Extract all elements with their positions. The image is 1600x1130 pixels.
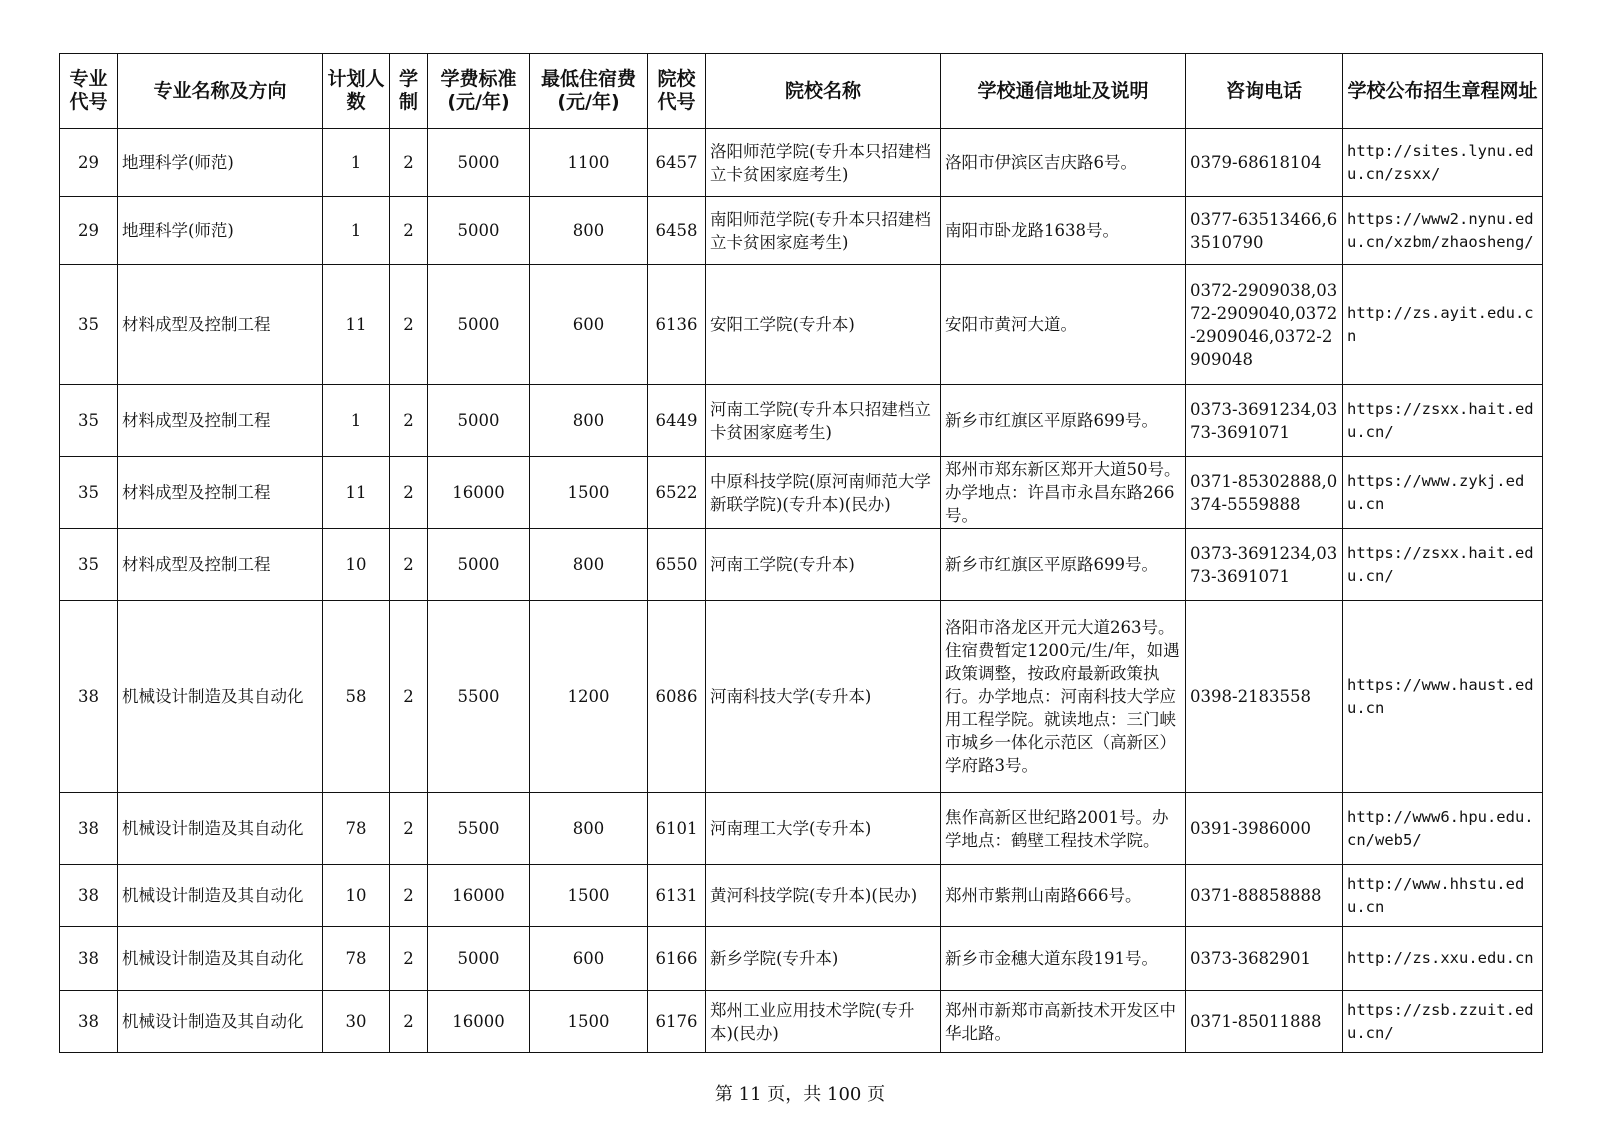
- cell-school-name: 河南工学院(专升本): [706, 529, 941, 601]
- cell-plan-count: 78: [323, 793, 390, 865]
- page-footer: 第 11 页，共 100 页: [714, 1084, 886, 1105]
- cell-school-name: 洛阳师范学院(专升本只招建档立卡贫困家庭考生): [706, 129, 941, 197]
- cell-major-code: 38: [60, 601, 118, 793]
- cell-phone: 0372-2909038,0372-2909040,0372-2909046,0372-2909048: [1186, 265, 1343, 385]
- cell-dorm-fee: 800: [530, 529, 648, 601]
- header-school-code: 院校代号: [648, 54, 706, 129]
- cell-duration: 2: [390, 927, 428, 991]
- cell-tuition: 5000: [428, 529, 530, 601]
- cell-school-name: 黄河科技学院(专升本)(民办): [706, 865, 941, 927]
- cell-duration: 2: [390, 265, 428, 385]
- cell-major-name: 材料成型及控制工程: [118, 385, 323, 457]
- cell-dorm-fee: 1500: [530, 991, 648, 1053]
- cell-tuition: 5000: [428, 265, 530, 385]
- cell-school-name: 河南理工大学(专升本): [706, 793, 941, 865]
- cell-address: 新乡市红旗区平原路699号。: [941, 385, 1186, 457]
- cell-address: 洛阳市伊滨区吉庆路6号。: [941, 129, 1186, 197]
- cell-duration: 2: [390, 385, 428, 457]
- cell-url[interactable]: http://zs.xxu.edu.cn: [1343, 927, 1543, 991]
- cell-major-name: 地理科学(师范): [118, 197, 323, 265]
- cell-dorm-fee: 800: [530, 385, 648, 457]
- cell-plan-count: 30: [323, 991, 390, 1053]
- cell-school-code: 6176: [648, 991, 706, 1053]
- header-dorm-fee: 最低住宿费(元/年): [530, 54, 648, 129]
- table-row: [60, 265, 1543, 385]
- table-row: [60, 197, 1543, 265]
- cell-phone: 0398-2183558: [1186, 601, 1343, 793]
- cell-duration: 2: [390, 601, 428, 793]
- cell-duration: 2: [390, 793, 428, 865]
- cell-plan-count: 11: [323, 457, 390, 529]
- cell-address: 安阳市黄河大道。: [941, 265, 1186, 385]
- table-row: [60, 385, 1543, 457]
- cell-dorm-fee: 800: [530, 197, 648, 265]
- cell-tuition: 5000: [428, 129, 530, 197]
- header-school-name: 院校名称: [706, 54, 941, 129]
- header-address: 学校通信地址及说明: [941, 54, 1186, 129]
- cell-major-name: 机械设计制造及其自动化: [118, 793, 323, 865]
- header-duration: 学制: [390, 54, 428, 129]
- cell-address: 郑州市新郑市高新技术开发区中华北路。: [941, 991, 1186, 1053]
- cell-major-name: 材料成型及控制工程: [118, 457, 323, 529]
- cell-dorm-fee: 600: [530, 927, 648, 991]
- cell-plan-count: 1: [323, 129, 390, 197]
- table-row: [60, 793, 1543, 865]
- cell-tuition: 5000: [428, 197, 530, 265]
- cell-url[interactable]: http://www.hhstu.edu.cn: [1343, 865, 1543, 927]
- cell-major-name: 机械设计制造及其自动化: [118, 991, 323, 1053]
- cell-dorm-fee: 1500: [530, 865, 648, 927]
- cell-dorm-fee: 1200: [530, 601, 648, 793]
- cell-school-code: 6550: [648, 529, 706, 601]
- cell-address: 南阳市卧龙路1638号。: [941, 197, 1186, 265]
- cell-address: 新乡市红旗区平原路699号。: [941, 529, 1186, 601]
- header-url: 学校公布招生章程网址: [1343, 54, 1543, 129]
- cell-major-name: 机械设计制造及其自动化: [118, 601, 323, 793]
- table-row: [60, 529, 1543, 601]
- cell-tuition: 16000: [428, 865, 530, 927]
- cell-major-code: 38: [60, 927, 118, 991]
- cell-major-code: 35: [60, 457, 118, 529]
- cell-school-code: 6086: [648, 601, 706, 793]
- cell-major-code: 29: [60, 129, 118, 197]
- cell-phone: 0391-3986000: [1186, 793, 1343, 865]
- cell-major-code: 38: [60, 991, 118, 1053]
- cell-tuition: 5500: [428, 601, 530, 793]
- cell-major-name: 机械设计制造及其自动化: [118, 927, 323, 991]
- cell-duration: 2: [390, 529, 428, 601]
- cell-duration: 2: [390, 197, 428, 265]
- table-row: [60, 129, 1543, 197]
- cell-school-name: 中原科技学院(原河南师范大学新联学院)(专升本)(民办): [706, 457, 941, 529]
- cell-school-name: 河南科技大学(专升本): [706, 601, 941, 793]
- cell-school-name: 新乡学院(专升本): [706, 927, 941, 991]
- cell-duration: 2: [390, 991, 428, 1053]
- cell-dorm-fee: 600: [530, 265, 648, 385]
- cell-school-name: 安阳工学院(专升本): [706, 265, 941, 385]
- cell-school-code: 6166: [648, 927, 706, 991]
- table-row: [60, 991, 1543, 1053]
- cell-phone: 0377-63513466,63510790: [1186, 197, 1343, 265]
- table-row: [60, 457, 1543, 529]
- cell-tuition: 16000: [428, 457, 530, 529]
- enrollment-plan-table: [59, 53, 1543, 1053]
- cell-address: 新乡市金穗大道东段191号。: [941, 927, 1186, 991]
- cell-phone: 0373-3691234,0373-3691071: [1186, 385, 1343, 457]
- cell-url[interactable]: http://www6.hpu.edu.cn/web5/: [1343, 793, 1543, 865]
- cell-school-code: 6449: [648, 385, 706, 457]
- cell-tuition: 5000: [428, 385, 530, 457]
- header-major-name: 专业名称及方向: [118, 54, 323, 129]
- cell-dorm-fee: 1100: [530, 129, 648, 197]
- header-major-code: 专业代号: [60, 54, 118, 129]
- cell-url[interactable]: https://www.haust.edu.cn: [1343, 601, 1543, 793]
- cell-major-code: 29: [60, 197, 118, 265]
- cell-major-name: 机械设计制造及其自动化: [118, 865, 323, 927]
- header-plan-count: 计划人数: [323, 54, 390, 129]
- cell-major-code: 35: [60, 385, 118, 457]
- cell-address: 洛阳市洛龙区开元大道263号。住宿费暂定1200元/生/年，如遇政策调整，按政府最新政策执行。办学地点：河南科技大学应用工程学院。就读地点：三门峡市城乡一体化示范区（高新区）学府路3号。: [941, 601, 1186, 793]
- header-tuition: 学费标准(元/年): [428, 54, 530, 129]
- cell-phone: 0373-3691234,0373-3691071: [1186, 529, 1343, 601]
- cell-url[interactable]: https://www.zykj.edu.cn: [1343, 457, 1543, 529]
- cell-school-code: 6101: [648, 793, 706, 865]
- cell-tuition: 16000: [428, 991, 530, 1053]
- cell-address: 郑州市郑东新区郑开大道50号。办学地点：许昌市永昌东路266号。: [941, 457, 1186, 529]
- header-phone: 咨询电话: [1186, 54, 1343, 129]
- cell-school-code: 6136: [648, 265, 706, 385]
- cell-plan-count: 78: [323, 927, 390, 991]
- cell-plan-count: 10: [323, 529, 390, 601]
- table-row: [60, 927, 1543, 991]
- cell-duration: 2: [390, 865, 428, 927]
- cell-phone: 0379-68618104: [1186, 129, 1343, 197]
- cell-phone: 0371-85302888,0374-5559888: [1186, 457, 1343, 529]
- cell-url[interactable]: http://zs.ayit.edu.cn: [1343, 265, 1543, 385]
- table-row: [60, 865, 1543, 927]
- cell-school-name: 河南工学院(专升本只招建档立卡贫困家庭考生): [706, 385, 941, 457]
- cell-plan-count: 1: [323, 197, 390, 265]
- table-row: [60, 601, 1543, 793]
- cell-major-name: 材料成型及控制工程: [118, 529, 323, 601]
- cell-url[interactable]: https://zsb.zzuit.edu.cn/: [1343, 991, 1543, 1053]
- cell-major-code: 35: [60, 529, 118, 601]
- cell-plan-count: 10: [323, 865, 390, 927]
- cell-school-name: 南阳师范学院(专升本只招建档立卡贫困家庭考生): [706, 197, 941, 265]
- cell-school-name: 郑州工业应用技术学院(专升本)(民办): [706, 991, 941, 1053]
- cell-url[interactable]: https://www2.nynu.edu.cn/xzbm/zhaosheng/: [1343, 197, 1543, 265]
- table-header-row: [60, 54, 1543, 129]
- cell-duration: 2: [390, 457, 428, 529]
- cell-school-code: 6458: [648, 197, 706, 265]
- cell-plan-count: 1: [323, 385, 390, 457]
- cell-address: 郑州市紫荆山南路666号。: [941, 865, 1186, 927]
- cell-address: 焦作高新区世纪路2001号。办学地点：鹤壁工程技术学院。: [941, 793, 1186, 865]
- cell-school-code: 6457: [648, 129, 706, 197]
- cell-major-name: 材料成型及控制工程: [118, 265, 323, 385]
- cell-major-name: 地理科学(师范): [118, 129, 323, 197]
- cell-tuition: 5000: [428, 927, 530, 991]
- cell-major-code: 38: [60, 793, 118, 865]
- cell-url[interactable]: https://zsxx.hait.edu.cn/: [1343, 529, 1543, 601]
- cell-major-code: 38: [60, 865, 118, 927]
- cell-major-code: 35: [60, 265, 118, 385]
- cell-tuition: 5500: [428, 793, 530, 865]
- cell-url[interactable]: https://zsxx.hait.edu.cn/: [1343, 385, 1543, 457]
- cell-dorm-fee: 1500: [530, 457, 648, 529]
- cell-duration: 2: [390, 129, 428, 197]
- cell-plan-count: 11: [323, 265, 390, 385]
- cell-phone: 0371-85011888: [1186, 991, 1343, 1053]
- cell-phone: 0371-88858888: [1186, 865, 1343, 927]
- cell-school-code: 6522: [648, 457, 706, 529]
- cell-url[interactable]: http://sites.lynu.edu.cn/zsxx/: [1343, 129, 1543, 197]
- cell-phone: 0373-3682901: [1186, 927, 1343, 991]
- cell-school-code: 6131: [648, 865, 706, 927]
- cell-plan-count: 58: [323, 601, 390, 793]
- cell-dorm-fee: 800: [530, 793, 648, 865]
